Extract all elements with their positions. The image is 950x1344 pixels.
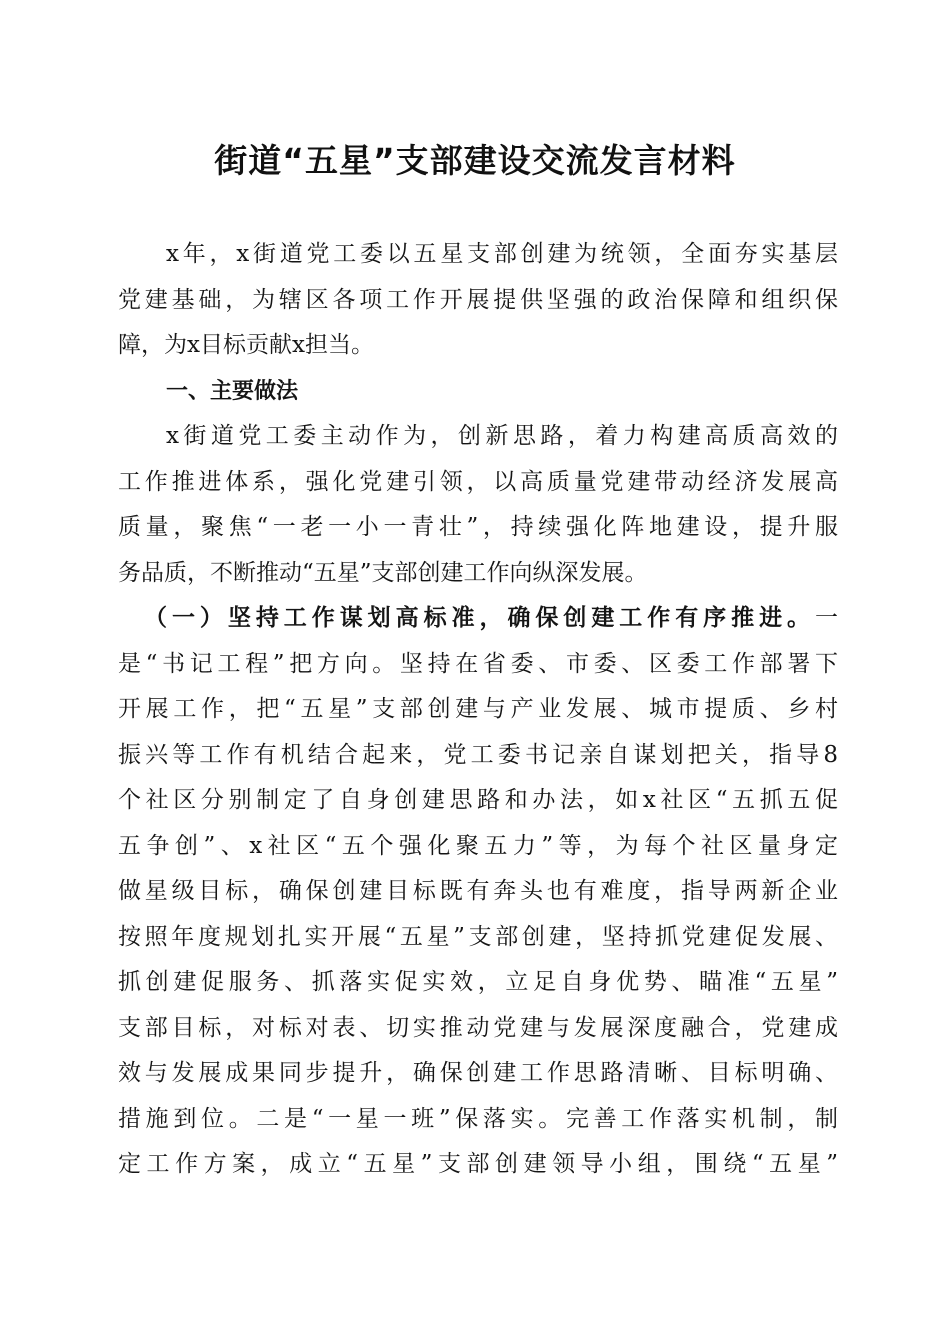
paragraph-line: 个社区分别制定了自身创建思路和办法，如x社区“五抓五促 [118,787,838,813]
paragraph-line: 是“书记工程”把方向。坚持在省委、市委、区委工作部署下 [118,650,838,677]
paragraph-line: 务品质，不断推动“五星”支部创建工作向纵深发展。 [118,559,648,586]
paragraph-line: 做星级目标，确保创建目标既有奔头也有难度，指导两新企业 [118,878,838,904]
document-title: 街道“五星”支部建设交流发言材料 [214,141,736,180]
paragraph-line: 开展工作，把“五星”支部创建与产业发展、城市提质、乡村 [118,696,838,722]
paragraph-line: 振兴等工作有机结合起来，党工委书记亲自谋划把关，指导8 [118,741,838,768]
paragraph-line: 五争创”、x社区“五个强化聚五力”等，为每个社区量身定 [118,832,838,859]
paragraph-line: 抓创建促服务、抓落实促实效，立足自身优势、瞄准“五星” [118,969,838,995]
paragraph-line: x年，x街道党工委以五星支部创建为统领，全面夯实基层 [166,241,838,267]
subsection-heading-line [118,596,838,642]
paragraph-line: x街道党工委主动作为，创新思路，着力构建高质高效的 [166,423,838,449]
paragraph-line: 障，为x目标贡献x担当。 [118,332,374,358]
paragraph-line: 党建基础，为辖区各项工作开展提供坚强的政治保障和组织保 [118,286,838,313]
paragraph-line: 质量，聚焦“一老一小一青壮”，持续强化阵地建设，提升服 [118,514,838,540]
paragraph-line: 按照年度规划扎实开展“五星”支部创建，坚持抓党建促发展、 [118,923,838,950]
paragraph-line: 效与发展成果同步提升，确保创建工作思路清晰、目标明确、 [118,1060,838,1086]
paragraph-line: 定工作方案，成立“五星”支部创建领导小组，围绕“五星” [118,1151,838,1177]
section-heading: 一、主要做法 [166,378,299,404]
paragraph-line: 工作推进体系，强化党建引领，以高质量党建带动经济发展高 [118,468,838,495]
subsection-heading-tail: 一 [815,605,838,631]
subsection-heading: （一）坚持工作谋划高标准，确保创建工作有序推进。 [144,605,815,631]
document-body [118,232,838,1188]
paragraph-line: 措施到位。二是“一星一班”保落实。完善工作落实机制，制 [118,1105,838,1132]
paragraph-line: 支部目标，对标对表、切实推动党建与发展深度融合，党建成 [118,1014,838,1041]
